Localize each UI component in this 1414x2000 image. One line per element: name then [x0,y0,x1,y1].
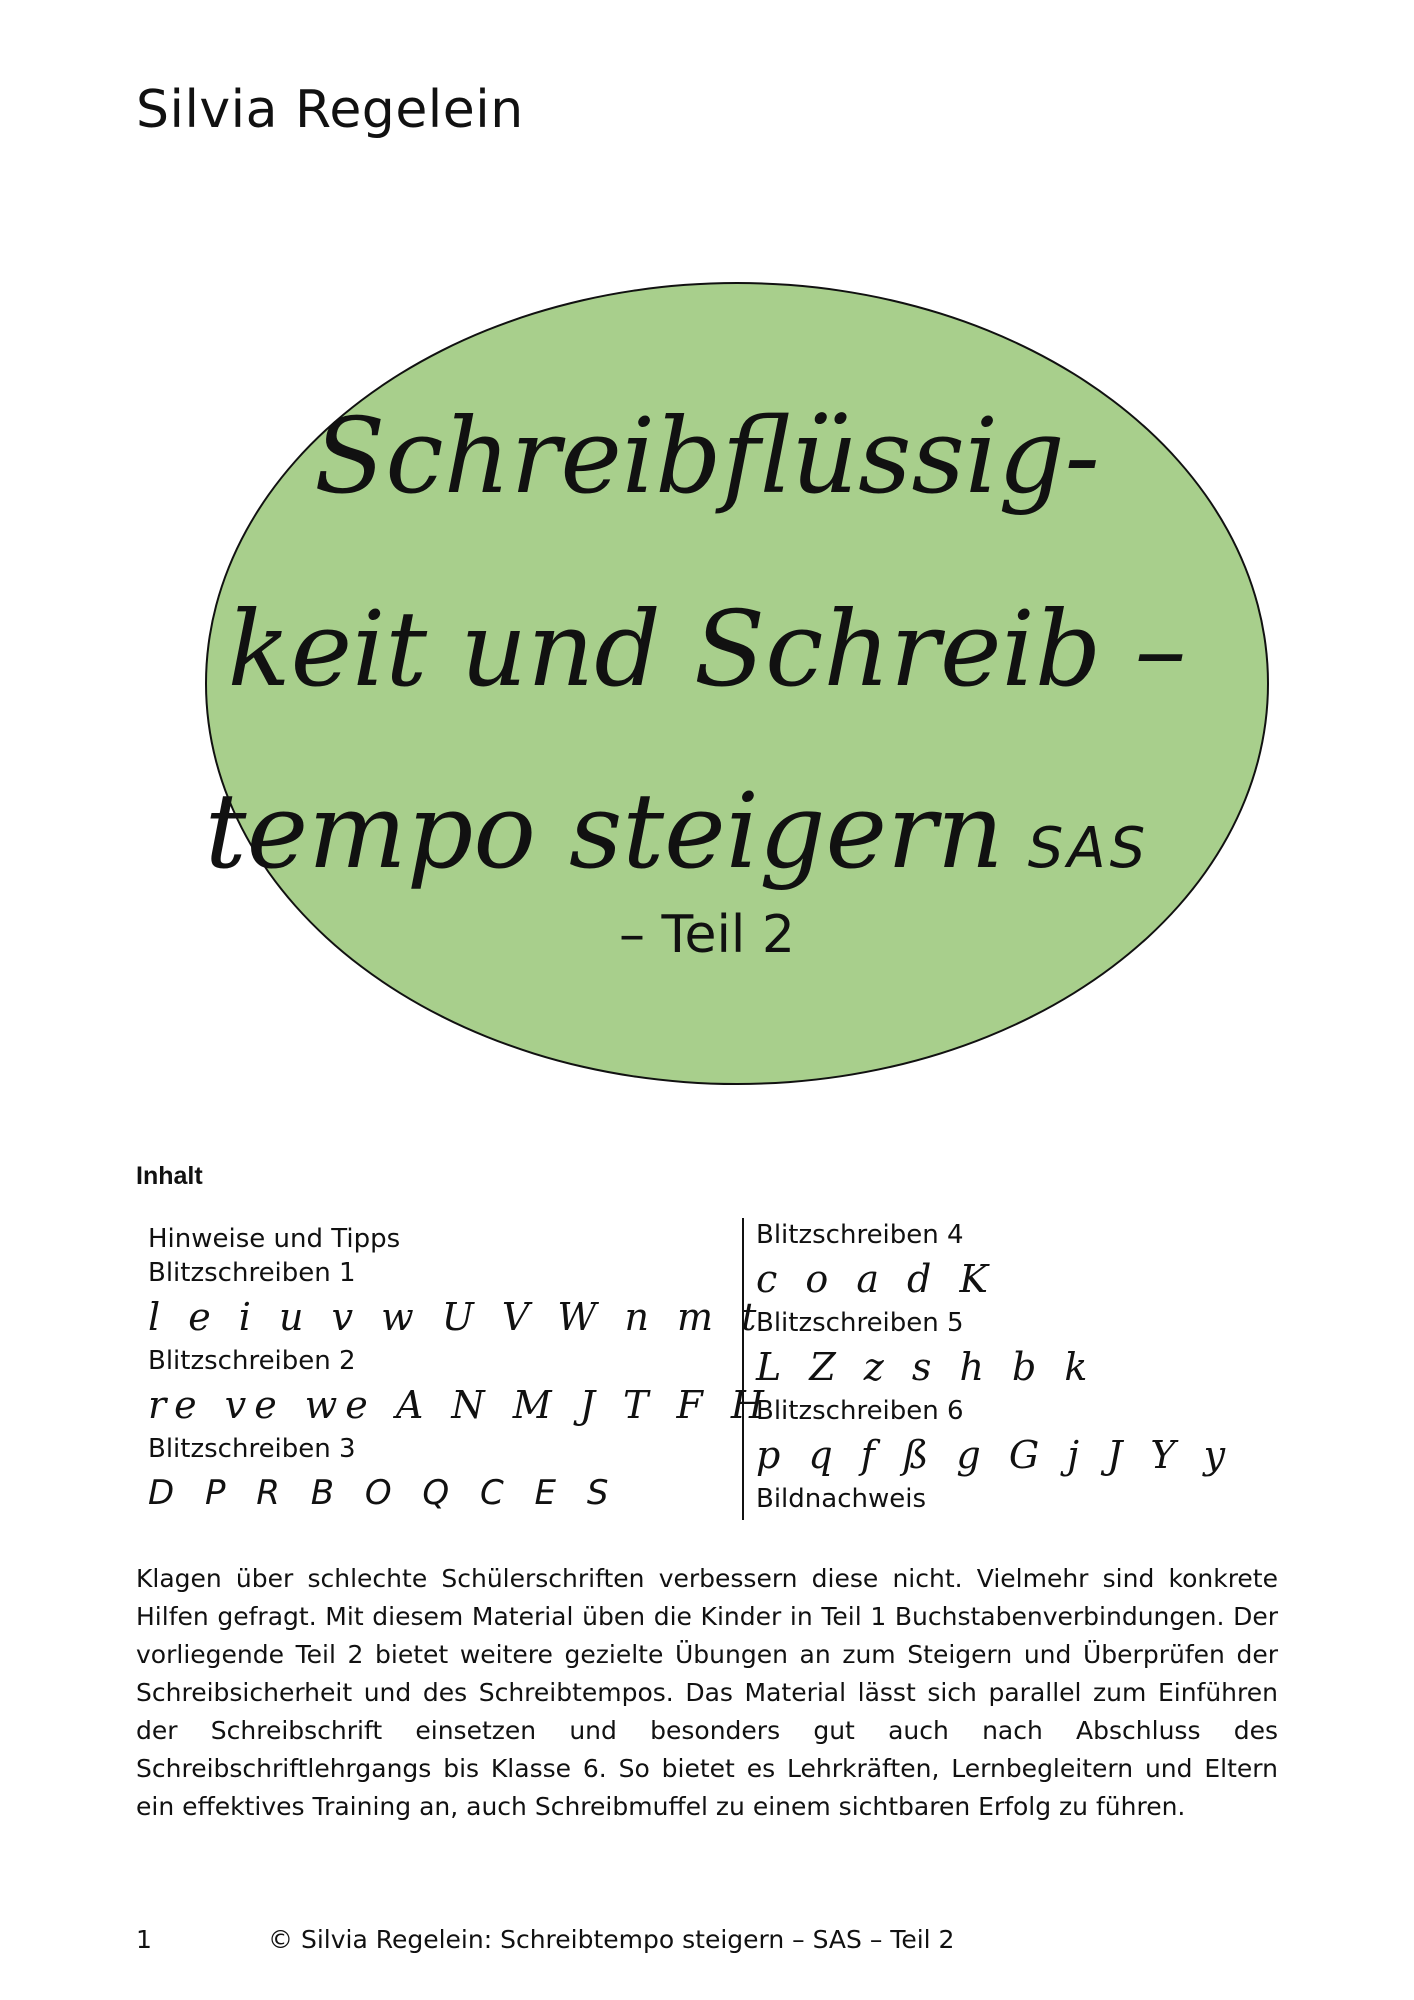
toc-item-letters: l e i u v w U V W n m t [148,1295,765,1339]
toc-item-label: Blitzschreiben 6 [756,1396,964,1426]
contents-right-column [742,1218,1276,1520]
toc-item-letters: c o a d K [756,1257,996,1301]
footer-copyright: © Silvia Regelein: Schreibtempo steigern – SAS – Teil 2 [268,1925,955,1954]
toc-item-label: Blitzschreiben 5 [756,1308,964,1338]
script-tag: SAS [1027,816,1150,881]
toc-item-label: Bildnachweis [756,1484,927,1514]
toc-item-letters: re ve we A N M J T F H [148,1383,773,1427]
page-number: 1 [136,1925,152,1954]
title-line-1: Schreibflüssig- [314,395,1100,517]
toc-item-label: Hinweise und Tipps [148,1224,401,1254]
contents-left-column [148,1222,773,1520]
contents-heading: Inhalt [136,1162,203,1190]
toc-item-label: Blitzschreiben 2 [148,1346,356,1376]
title-line-2: keit und Schreib – [227,588,1187,710]
toc-item-label: Blitzschreiben 3 [148,1434,356,1464]
toc-item-letters: D P R B O Q C E S [148,1473,619,1513]
title-line-3-text: tempo steigern [204,770,1004,892]
title-line-3 [0,770,1384,892]
toc-item-label: Blitzschreiben 4 [756,1220,964,1250]
author-name: Silvia Regelein [136,80,524,140]
toc-item-label: Blitzschreiben 1 [148,1258,356,1288]
description-paragraph: Klagen über schlechte Schülerschriften verbessern diese nicht. Vielmehr sind konkrete Hilfen gefragt. Mit diesem Material üben die Kinder in Teil 1 Buchstabenverbindungen. Der vorliegende Teil 2 bietet weitere gezielte Übungen an zum Steigern und Überprüfen der Schreibsicherheit und des Schreibtempos. Das Material lässt sich parallel zum Einführen der Schreibschrift einsetzen und besonders gut auch nach Abschluss des Schreibschriftlehrgangs bis Klasse 6. So bietet es Lehrkräften, Lernbegleitern und Eltern ein effektives Training an, auch Schreibmuffel zu einem sichtbaren Erfolg zu führen. [136,1564,1278,1821]
toc-item-letters: p q f ß g G j J Y y [756,1433,1234,1477]
toc-item-letters: L Z z s h b k [756,1345,1096,1389]
subtitle: – Teil 2 [619,905,795,965]
